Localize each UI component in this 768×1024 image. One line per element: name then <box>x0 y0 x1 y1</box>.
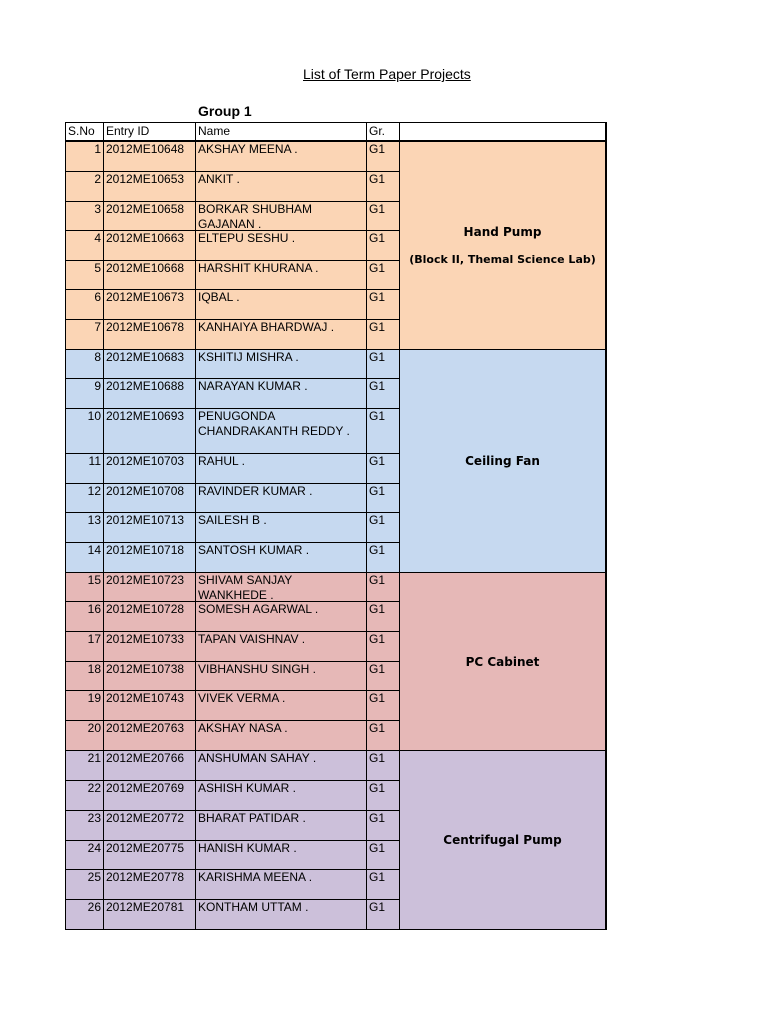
sno-cell: 5 <box>65 260 104 290</box>
sno-cell: 9 <box>65 378 104 409</box>
project-name: Ceiling Fan <box>465 454 540 468</box>
name-cell: BORKAR SHUBHAM GAJANAN . <box>195 201 367 231</box>
sno-cell: 3 <box>65 201 104 231</box>
group-label: Group 1 <box>198 103 252 119</box>
gr-cell: G1 <box>366 542 400 573</box>
name-cell: TAPAN VAISHNAV . <box>195 631 367 662</box>
name-cell: BHARAT PATIDAR . <box>195 810 367 841</box>
sno-cell: 21 <box>65 750 104 781</box>
entry-id-cell: 2012ME10733 <box>103 631 196 662</box>
gr-cell: G1 <box>366 483 400 513</box>
entry-id-cell: 2012ME10673 <box>103 289 196 320</box>
name-cell: RAVINDER KUMAR . <box>195 483 367 513</box>
sno-cell: 8 <box>65 349 104 379</box>
header-gr: Gr. <box>366 122 400 141</box>
name-cell: KSHITIJ MISHRA . <box>195 349 367 379</box>
entry-id-cell: 2012ME10728 <box>103 601 196 632</box>
name-cell: VIBHANSHU SINGH . <box>195 661 367 691</box>
entry-id-cell: 2012ME10713 <box>103 512 196 543</box>
header-sno: S.No <box>65 122 104 141</box>
gr-cell: G1 <box>366 631 400 662</box>
sno-cell: 24 <box>65 840 104 870</box>
gr-cell: G1 <box>366 601 400 632</box>
name-cell: ANSHUMAN SAHAY . <box>195 750 367 781</box>
entry-id-cell: 2012ME10723 <box>103 572 196 602</box>
name-cell: ELTEPU SESHU . <box>195 230 367 261</box>
sno-cell: 15 <box>65 572 104 602</box>
gr-cell: G1 <box>366 840 400 870</box>
sno-cell: 23 <box>65 810 104 841</box>
entry-id-cell: 2012ME10663 <box>103 230 196 261</box>
gr-cell: G1 <box>366 899 400 930</box>
name-cell: RAHUL . <box>195 453 367 484</box>
sno-cell: 17 <box>65 631 104 662</box>
entry-id-cell: 2012ME10718 <box>103 542 196 573</box>
project-cell-pc-cabinet <box>399 572 606 751</box>
gr-cell: G1 <box>366 319 400 350</box>
name-cell: PENUGONDA CHANDRAKANTH REDDY . <box>195 408 367 454</box>
entry-id-cell: 2012ME10648 <box>103 141 196 172</box>
sno-cell: 16 <box>65 601 104 632</box>
sno-cell: 11 <box>65 453 104 484</box>
sno-cell: 1 <box>65 141 104 172</box>
gr-cell: G1 <box>366 289 400 320</box>
entry-id-cell: 2012ME10688 <box>103 378 196 409</box>
gr-cell: G1 <box>366 780 400 811</box>
sno-cell: 2 <box>65 171 104 202</box>
name-cell: SANTOSH KUMAR . <box>195 542 367 573</box>
gr-cell: G1 <box>366 230 400 261</box>
name-cell: ANKIT . <box>195 171 367 202</box>
name-cell: KANHAIYA BHARDWAJ . <box>195 319 367 350</box>
entry-id-cell: 2012ME10678 <box>103 319 196 350</box>
gr-cell: G1 <box>366 512 400 543</box>
sno-cell: 13 <box>65 512 104 543</box>
entry-id-cell: 2012ME20778 <box>103 869 196 900</box>
header-name: Name <box>195 122 367 141</box>
project-cell-hand-pump <box>399 141 606 350</box>
name-cell: KONTHAM UTTAM . <box>195 899 367 930</box>
entry-id-cell: 2012ME10683 <box>103 349 196 379</box>
header-entry-id: Entry ID <box>103 122 196 141</box>
entry-id-cell: 2012ME20769 <box>103 780 196 811</box>
gr-cell: G1 <box>366 720 400 751</box>
gr-cell: G1 <box>366 201 400 231</box>
project-name: Hand Pump <box>463 225 542 239</box>
name-cell: HANISH KUMAR . <box>195 840 367 870</box>
sno-cell: 7 <box>65 319 104 350</box>
name-cell: NARAYAN KUMAR . <box>195 378 367 409</box>
entry-id-cell: 2012ME10653 <box>103 171 196 202</box>
gr-cell: G1 <box>366 750 400 781</box>
sno-cell: 20 <box>65 720 104 751</box>
name-cell: IQBAL . <box>195 289 367 320</box>
gr-cell: G1 <box>366 453 400 484</box>
name-cell: SHIVAM SANJAY WANKHEDE . <box>195 572 367 602</box>
gr-cell: G1 <box>366 408 400 454</box>
sno-cell: 14 <box>65 542 104 573</box>
project-location: (Block II, Themal Science Lab) <box>409 253 596 266</box>
sno-cell: 4 <box>65 230 104 261</box>
entry-id-cell: 2012ME10693 <box>103 408 196 454</box>
project-name: PC Cabinet <box>465 654 540 669</box>
entry-id-cell: 2012ME20772 <box>103 810 196 841</box>
name-cell: AKSHAY NASA . <box>195 720 367 751</box>
gr-cell: G1 <box>366 810 400 841</box>
gr-cell: G1 <box>366 572 400 602</box>
sno-cell: 26 <box>65 899 104 930</box>
name-cell: SAILESH B . <box>195 512 367 543</box>
sno-cell: 19 <box>65 690 104 721</box>
project-name: Centrifugal Pump <box>443 833 562 847</box>
entry-id-cell: 2012ME10668 <box>103 260 196 290</box>
entry-id-cell: 2012ME20775 <box>103 840 196 870</box>
entry-id-cell: 2012ME10658 <box>103 201 196 231</box>
project-cell-centrifugal-pump <box>399 750 606 930</box>
gr-cell: G1 <box>366 690 400 721</box>
sno-cell: 10 <box>65 408 104 454</box>
gr-cell: G1 <box>366 171 400 202</box>
name-cell: KARISHMA MEENA . <box>195 869 367 900</box>
gr-cell: G1 <box>366 349 400 379</box>
header-project <box>399 122 606 141</box>
name-cell: HARSHIT KHURANA . <box>195 260 367 290</box>
entry-id-cell: 2012ME20763 <box>103 720 196 751</box>
project-cell-ceiling-fan <box>399 349 606 573</box>
entry-id-cell: 2012ME10743 <box>103 690 196 721</box>
entry-id-cell: 2012ME20766 <box>103 750 196 781</box>
entry-id-cell: 2012ME10703 <box>103 453 196 484</box>
name-cell: VIVEK VERMA . <box>195 690 367 721</box>
name-cell: SOMESH AGARWAL . <box>195 601 367 632</box>
gr-cell: G1 <box>366 661 400 691</box>
sno-cell: 6 <box>65 289 104 320</box>
gr-cell: G1 <box>366 260 400 290</box>
entry-id-cell: 2012ME10708 <box>103 483 196 513</box>
sno-cell: 22 <box>65 780 104 811</box>
entry-id-cell: 2012ME20781 <box>103 899 196 930</box>
gr-cell: G1 <box>366 869 400 900</box>
page-title: List of Term Paper Projects <box>303 66 471 82</box>
gr-cell: G1 <box>366 141 400 172</box>
sno-cell: 18 <box>65 661 104 691</box>
gr-cell: G1 <box>366 378 400 409</box>
name-cell: ASHISH KUMAR . <box>195 780 367 811</box>
name-cell: AKSHAY MEENA . <box>195 141 367 172</box>
sno-cell: 25 <box>65 869 104 900</box>
entry-id-cell: 2012ME10738 <box>103 661 196 691</box>
sno-cell: 12 <box>65 483 104 513</box>
